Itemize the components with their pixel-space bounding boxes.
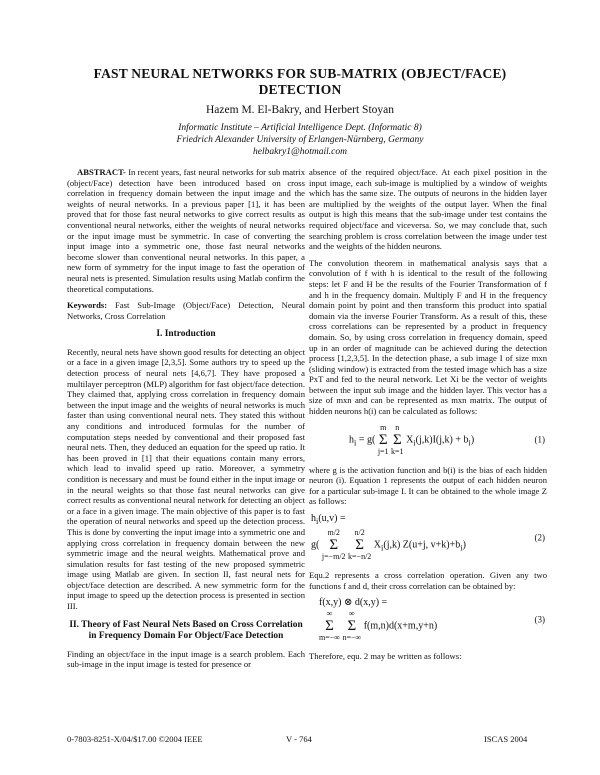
eq2-close: ) xyxy=(462,539,466,551)
eq1-rhs-2-sub: i xyxy=(468,437,471,447)
eq1-rhs-sub: i xyxy=(413,437,416,447)
right-column xyxy=(309,167,547,668)
eq2-sum-j: m/2 Σ j=−m/2 xyxy=(321,528,346,562)
eq1-rhs-2: (j,k)I(j,k) + b xyxy=(415,433,469,445)
keywords xyxy=(67,300,305,321)
keywords-label: Keywords: xyxy=(67,300,108,311)
right-paragraph-1: absence of the required object/face. At each pixel position in the input image, each sub-image is multiplied by a window of weights which has the same size. The outputs of neurons in the hidden layer are multiplied by the weights of the output layer. When the final output is high this means that the sub-image under test contains the required object/face and viceversa. So, we may conclude that, such searching problem is cross correlation between the image under test and the weights of the hidden neurons. xyxy=(309,167,547,252)
eq3-sum-n: ∞ Σ n=−∞ xyxy=(342,609,362,643)
eq2-lhs-rest: (u,v) = xyxy=(318,513,346,525)
abstract xyxy=(67,167,305,294)
eq1-lhs: h xyxy=(349,433,354,445)
eq3-number: (3) xyxy=(534,614,545,625)
eq3-lhs: f(x,y) ⊗ d(x,y) = xyxy=(319,597,388,609)
right-paragraph-2: The convolution theorem in mathematical analysis says that a convolution of f with h is identical to the result of the following steps: let F and H be the results of the Fourier Transformation of f and h in the frequency domain. Multiply F and H in the frequency domain point by point and then transform this product into spatial domain via the inverse Fourier Transform. As a result of this, these cross correlations can be represented by a product in frequency domain. So, by using cross correlation in frequency domain, speed up in an order of magnitude can be achieved during the detection process [1,2,3,5]. In the detection phase, a sub image I of size mxn (sliding window) is extracted from the tested image which has a size PxT and fed to the neural network. Let Xi be the vector of weights between the input sub image and the hidden layer. This vector has a size of mxn and can be represented as mxn matrix. The output of hidden neurons h(i) can be calculated as follows: xyxy=(309,257,547,417)
affiliation-line-2: Friedrich Alexander University of Erlangen-Nürnberg, Germany xyxy=(176,135,424,145)
footer-copyright: 0-7803-8251-X/04/$17.00 ©2004 IEEE xyxy=(67,734,203,744)
footer-conference: ISCAS 2004 xyxy=(484,734,528,744)
authors: Hazem M. El-Bakry, and Herbert Stoyan xyxy=(206,104,394,116)
eq2-rhs-2: (j,k) Z(u+j, v+k)+b xyxy=(383,539,461,551)
eq2-number: (2) xyxy=(534,532,545,543)
equation-2 xyxy=(309,513,547,562)
abstract-text: In recent years, fast neural networks for sub matrix (object/Face) detection have been introduced based on cross correlation in frequency domain between the input image and the weights of neural networks. In a previous paper [1], it has been proved that for those fast neural networks to give correct results as conventional neural networks, either the weights of neural networks or the input image must be symmetric. In case of converting the input image into a symmetric one, those fast neural networks become slower than conventional neural networks. In this paper, a new form of symmetry for the input image to fast the operation of neural nets is presented. Simulation results using Matlab confirm the theoretical computations. xyxy=(67,167,305,294)
eq2-rhs: X xyxy=(373,539,382,551)
eq2-sum-k: n/2 Σ k=−n/2 xyxy=(348,528,372,562)
right-paragraph-4: Equ.2 represents a cross correlation operation. Given any two functions f and d, their cross correlation can be obtained by: xyxy=(309,570,547,591)
section-1-heading: I. Introduction xyxy=(156,329,216,340)
paper-title xyxy=(60,66,540,98)
footer-page-number: V - 764 xyxy=(286,734,312,744)
eq1-close: ) xyxy=(470,433,475,445)
equation-1 xyxy=(309,423,547,457)
equation-3 xyxy=(309,597,547,643)
eq3-sum-m: ∞ Σ m=−∞ xyxy=(319,609,340,643)
eq1-sum-j: m Σ j=1 xyxy=(377,422,389,456)
eq1-number: (1) xyxy=(534,434,545,445)
abstract-label: ABSTRACT- xyxy=(77,167,126,177)
eq3-rhs: f(m,n)d(x+m,y+n) xyxy=(363,620,438,632)
author-email: helbakry1@hotmail.com xyxy=(253,147,347,157)
eq2-rhs-2-sub: i xyxy=(460,543,463,553)
title-line-2: DETECTION xyxy=(258,82,342,97)
right-paragraph-5: Therefore, equ. 2 may be written as follows: xyxy=(309,651,462,662)
eq1-rhs: X xyxy=(406,433,414,445)
section-2-text: Finding an object/face in the input image is a search problem. Each sub-image in the input image is tested for presence or xyxy=(67,648,305,670)
eq2-lhs: h xyxy=(311,513,316,525)
introduction-text: Recently, neural nets have shown good results for detecting an object or a face in a given image [2,3,5]. Some authors try to speed up the detection process of neural nets [4,6,7]. They have proposed a multilayer perceptron (MLP) algorithm for fast object/face detection. They claimed that, applying cross correlation in frequency domain between the input image and the weights of neural networks is much faster than using conventional neural nets. They stated this without any conditions and introduced formulas for the number of computation steps needed by conventional and their proposed fast neural nets. Then, they deduced an equation for the speed up ratio. It has been proved in [1] that their equations contain many errors, which lead to invalid speed up ratio. Moreover, a symmetry condition is necessary and must be found either in the input image or in the neural weights so that those fast neural networks can give correct results as conventional neural network for detecting an object or a face in a given image. The main objective of this paper is to fast the operation of neural networks and speed up the detection process. This is done by converting the input image into a symmetric one and applying cross correlation in frequency domain between the new symmetric image and the neural weights. Mathematical prove and simulation results for fast testing of the new proposed symmetric image using Matlab are given. In section II, fast neural nets for object/face detection are described. A new symmetric form for the input image to speed up the detection process is presented in section III. xyxy=(67,346,305,612)
right-paragraph-3: where g is the activation function and b(i) is the bias of each hidden neuron (i). Equation 1 represents the output of each hidden neuron for a particular sub-image I. It can be obtained to the whole image Z as follows: xyxy=(309,464,547,507)
affiliation-line-1: Informatic Institute – Artificial Intelligence Dept. (Informatic 8) xyxy=(178,123,422,133)
affiliation-block xyxy=(60,122,540,158)
title-line-1: FAST NEURAL NETWORKS FOR SUB-MATRIX (OBJECT/FACE) xyxy=(93,66,507,81)
eq1-equals: = g( xyxy=(356,433,376,445)
eq2-lhs-sub: i xyxy=(316,517,319,527)
eq2-rhs-sub: i xyxy=(381,543,384,553)
eq2-g: g( xyxy=(311,539,320,551)
section-2-heading: II. Theory of Fast Neural Nets Based on Cross Correlation in Frequency Domain For Object/Face Detection xyxy=(69,619,303,642)
left-column xyxy=(67,167,305,676)
eq1-lhs-sub: i xyxy=(354,437,357,447)
keywords-text: Fast Sub-Image (Object/Face) Detection, Neural Networks, Cross Correlation xyxy=(67,300,305,321)
eq1-sum-k: n Σ k=1 xyxy=(391,422,404,456)
